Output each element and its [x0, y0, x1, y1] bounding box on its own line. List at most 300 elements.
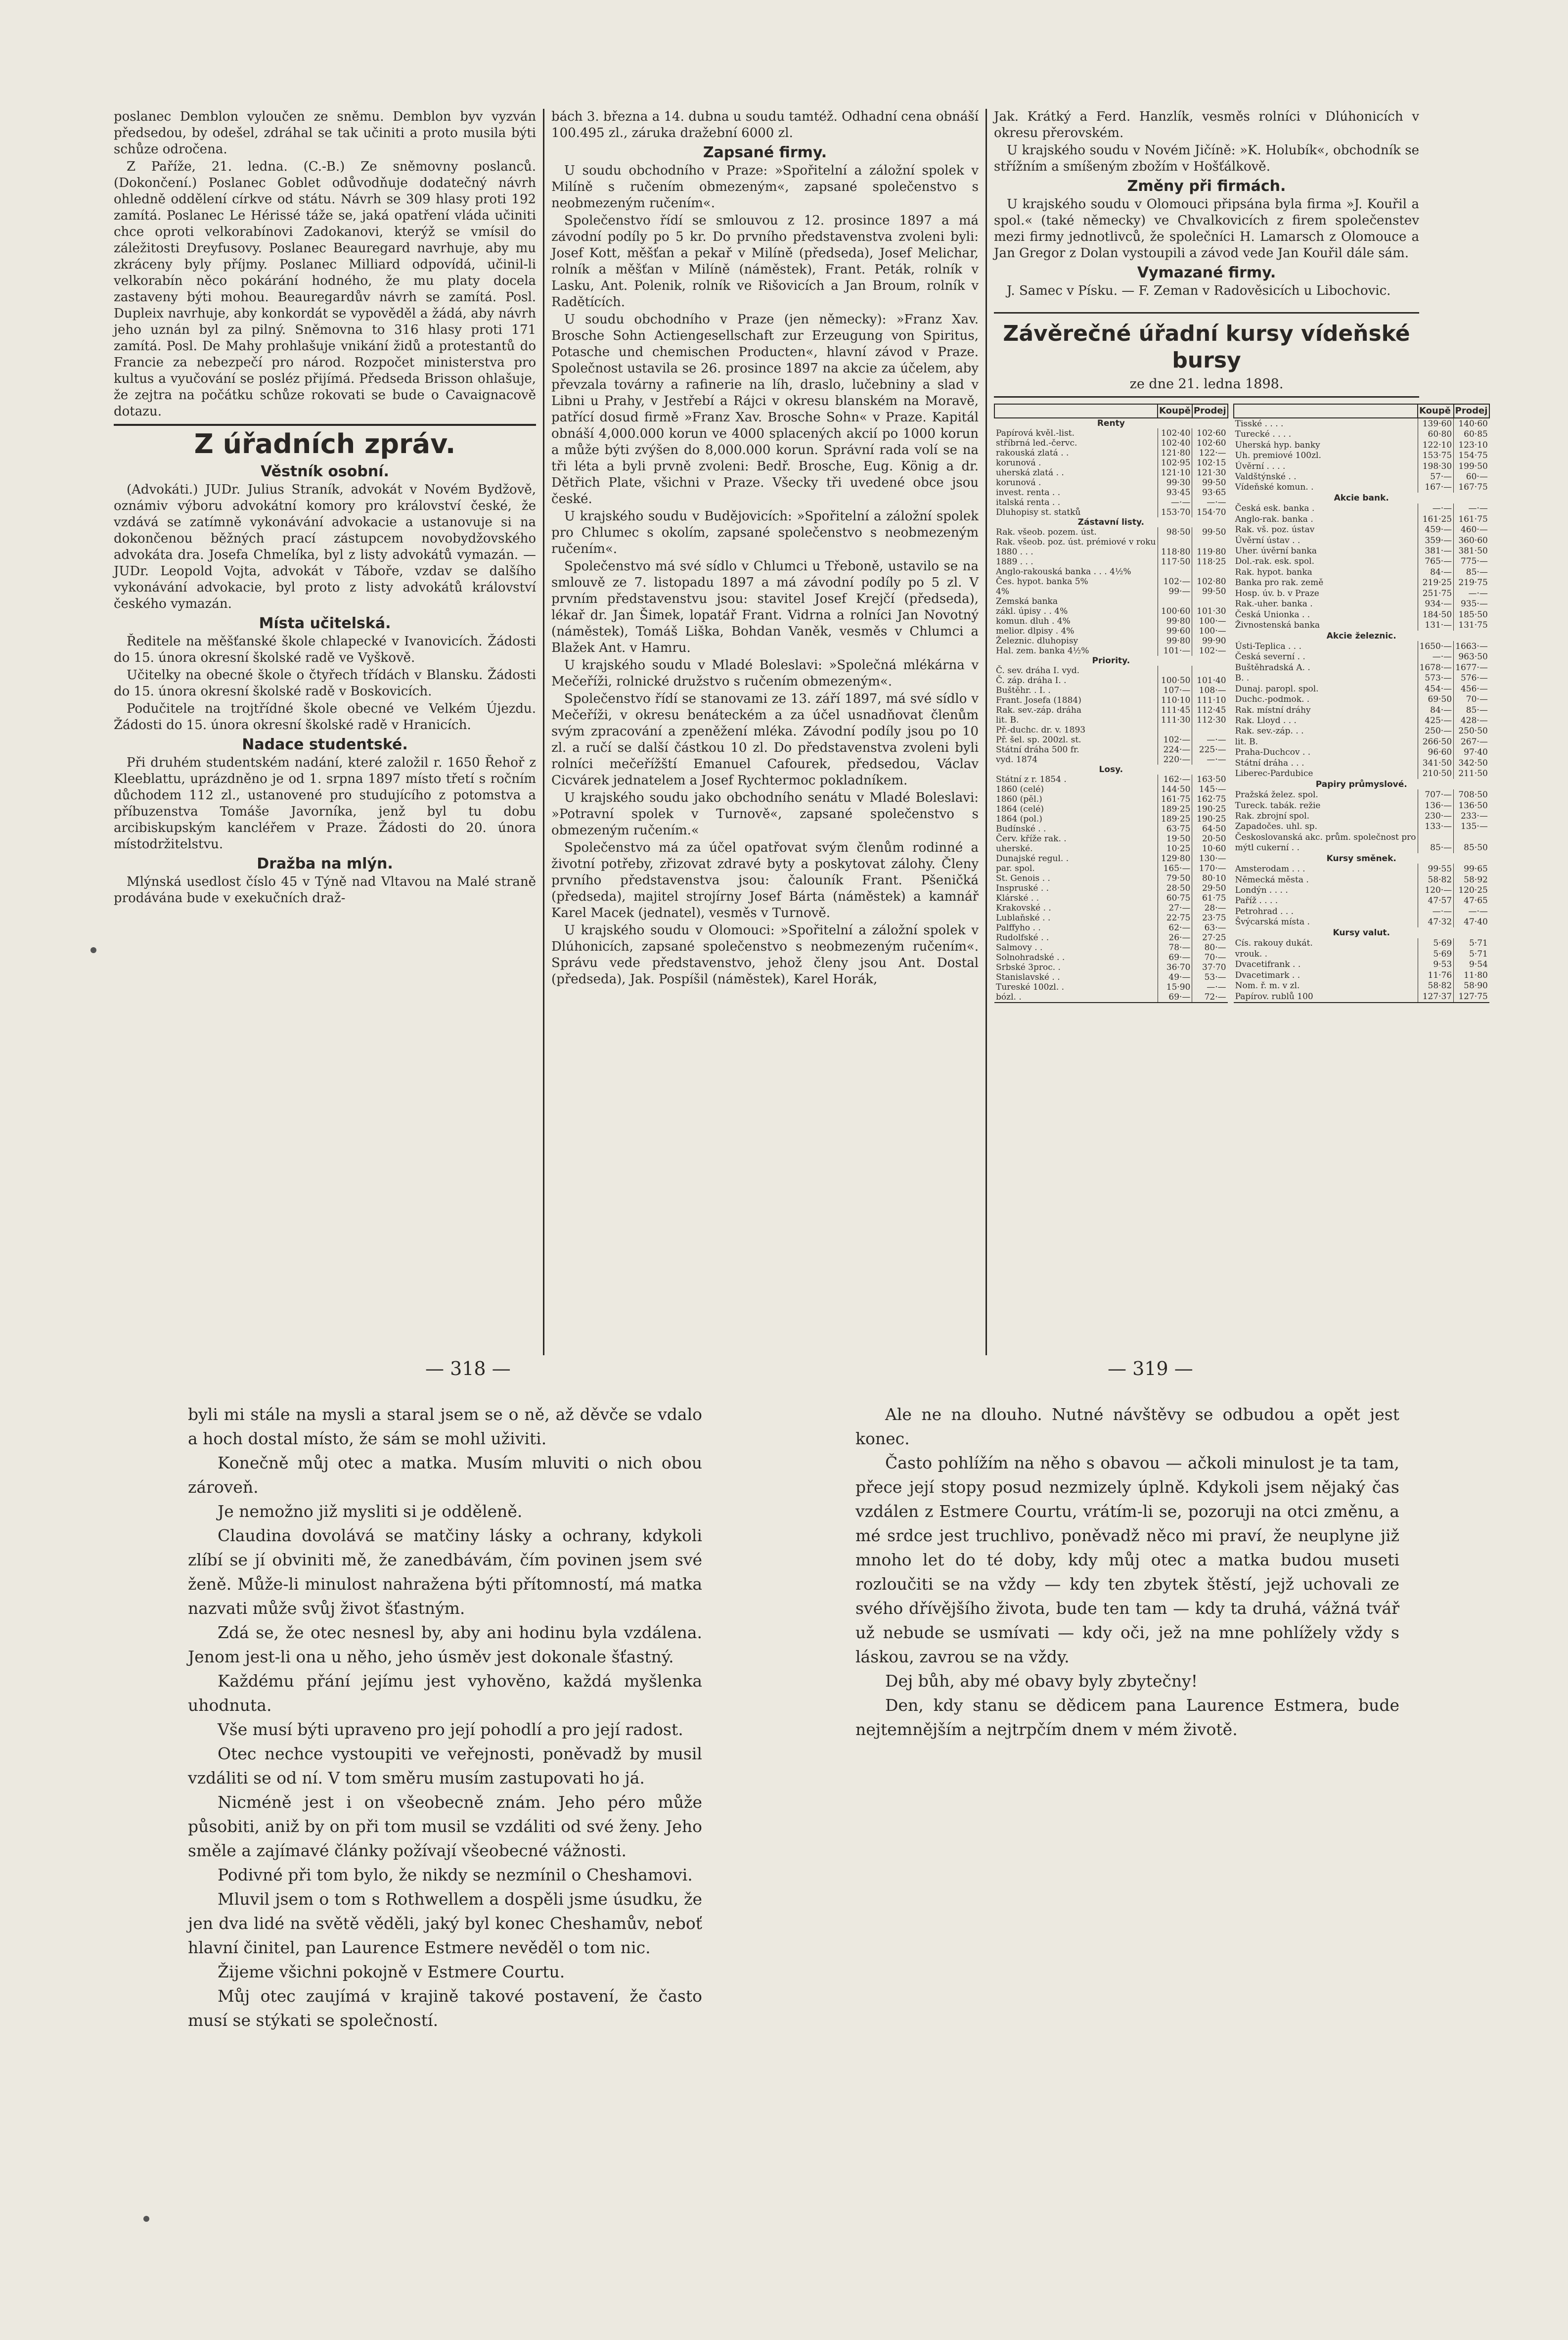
table-row	[1234, 578, 1489, 588]
table-row	[1234, 705, 1489, 715]
table-row	[1234, 567, 1489, 577]
table-row	[994, 656, 1228, 666]
security-name: Rak. Lloyd . . .	[1235, 716, 1297, 726]
sell-price: 120·25	[1454, 885, 1489, 895]
col3-intro	[994, 109, 1419, 175]
table-row	[994, 666, 1228, 676]
security-name: Rak. všeob. poz. úst. prémiové v roku	[996, 537, 1156, 547]
paragraph: Při druhém studentském nadání, které založil r. 1650 Řehoř z Kleeblattu, uprázdněno je od 1. srpna 1897 místo třetí s ročním důchodem 112 zl., ustanovené pro studujícího z potomstva a příbuzenstva Tomáše Javorníka, jenž byl tu dobu arcibiskupským kancléřem v Praze. Žádosti do 20. února místodržitelstvu.	[114, 755, 537, 852]
paragraph: Ale ne na dlouho. Nutné návštěvy se odbudou a opět jest konec.	[855, 1405, 1399, 1448]
buy-price: 10·25	[1158, 844, 1192, 854]
paragraph: Je nemožno již mysliti si je odděleně.	[218, 1502, 523, 1521]
table-row	[1234, 440, 1489, 450]
security-name: par. spol.	[996, 864, 1035, 873]
buy-price: 934·—	[1418, 599, 1454, 609]
security-name: Dunaj. paropl. spol.	[1235, 684, 1319, 694]
table-row	[1234, 504, 1489, 514]
firmy-heading: Zapsané firmy.	[703, 144, 827, 161]
security-name: Liberec-Pardubice	[1235, 769, 1313, 779]
buy-price: 459·—	[1418, 524, 1454, 535]
buy-price: 220·—	[1158, 755, 1192, 765]
sell-price: 118·25	[1192, 557, 1228, 567]
sell-price: 190·25	[1192, 814, 1228, 824]
sell-price: —·—	[1454, 588, 1489, 598]
table-row	[1234, 991, 1489, 1003]
sell-price: 70·—	[1454, 694, 1489, 704]
buy-price: 63·75	[1158, 824, 1192, 834]
buy-price: 101·—	[1158, 646, 1192, 656]
group-heading: Losy.	[1099, 765, 1123, 775]
buy-price: 15·90	[1158, 982, 1192, 992]
mista-heading: Místa učitelská.	[259, 615, 391, 632]
paragraph: Den, kdy stanu se dědicem pana Laurence Estmera, bude nejtemnějším a nejtrpčím dnem v mém životě.	[855, 1696, 1399, 1739]
buy-price: 224·—	[1158, 745, 1192, 755]
buy-price: 58·82	[1418, 874, 1454, 885]
table-row	[994, 864, 1228, 873]
buy-price: 189·25	[1158, 814, 1192, 824]
security-name: Budínské . .	[996, 824, 1046, 834]
security-name: Krakovské . .	[996, 903, 1051, 913]
security-name: Zapadočes. uhl. sp.	[1235, 822, 1317, 832]
security-name: Česká esk. banka .	[1235, 504, 1315, 514]
buy-price: 161·75	[1158, 794, 1192, 804]
table-row	[994, 982, 1228, 992]
buy-price: 167·—	[1418, 482, 1454, 493]
paragraph: Vše musí býti upraveno pro její pohodlí a pro její radost.	[218, 1720, 683, 1739]
table-row	[994, 725, 1228, 735]
kursy-title-box	[994, 312, 1419, 398]
security-name: Úvěrní ústav . .	[1235, 535, 1300, 546]
security-name: Státní z r. 1854 .	[996, 775, 1067, 784]
buy-price: 210·50	[1418, 769, 1454, 779]
security-name: Londýn . . . .	[1235, 885, 1288, 896]
security-name: Rak. místní dráhy	[1235, 705, 1311, 715]
table-row	[994, 972, 1228, 982]
security-name: Rak. sev.-záp. . .	[1235, 726, 1304, 736]
table-row	[994, 498, 1228, 507]
sell-price: 140·60	[1454, 418, 1489, 429]
sell-price: 23·75	[1192, 913, 1228, 923]
table-row	[994, 794, 1228, 804]
buy-price: 153·70	[1158, 507, 1192, 517]
table-row	[994, 587, 1228, 596]
sell-price: 154·70	[1192, 507, 1228, 517]
buy-price: 27·—	[1158, 903, 1192, 913]
security-name: Buštěhr. . I. .	[996, 686, 1051, 695]
buy-price: 102·95	[1158, 458, 1192, 468]
buy-price: 133·—	[1418, 822, 1454, 832]
buy-price: 47·57	[1418, 896, 1454, 906]
security-name: Anglo-rakouská banka . . . 4½%	[996, 567, 1131, 577]
sell-price: 47·40	[1454, 917, 1489, 927]
paragraph: Podivné při tom bylo, že nikdy se nezmínil o Cheshamovi.	[218, 1865, 693, 1884]
sell-price: —·—	[1192, 498, 1228, 507]
security-name: Rak. hypot. banka	[1235, 567, 1312, 577]
table-row	[1234, 811, 1489, 821]
table-row	[994, 804, 1228, 814]
paragraph: Konečně můj otec a matka. Musím mluviti o nich obou zároveň.	[188, 1453, 702, 1497]
table-header: Koupě	[1418, 404, 1454, 418]
security-name: 4%	[996, 587, 1009, 596]
book-page-left	[188, 1402, 702, 2032]
buy-price: 707·—	[1418, 789, 1454, 800]
buy-price: 19·50	[1158, 834, 1192, 844]
security-name: 1880 . . .	[996, 547, 1033, 557]
buy-price: 184·50	[1418, 609, 1454, 620]
security-name: Rak.-uher. banka .	[1235, 599, 1313, 609]
security-name: Dluhopisy st. statků	[996, 507, 1081, 517]
security-name: St. Genois . .	[996, 873, 1050, 883]
security-name: Tureck. tabák. režie	[1235, 800, 1321, 811]
buy-price: 69·—	[1158, 992, 1192, 1003]
table-row	[994, 854, 1228, 864]
sell-price: 162·75	[1192, 794, 1228, 804]
security-name: Státní dráha 500 fr.	[996, 745, 1079, 755]
sell-price: 135·—	[1454, 822, 1489, 832]
security-name: Solnohradské . .	[996, 953, 1065, 963]
table-row	[994, 626, 1228, 636]
table-row	[1234, 758, 1489, 768]
buy-price: 9·53	[1418, 959, 1454, 969]
security-name: Lublaňské . .	[996, 913, 1051, 923]
table-row	[1234, 917, 1489, 927]
table-row	[1234, 673, 1489, 684]
security-name: uherské.	[996, 844, 1033, 854]
sell-price: 130·—	[1192, 854, 1228, 864]
security-name: Dol.-rak. esk. spol.	[1235, 556, 1315, 567]
table-row	[994, 775, 1228, 784]
table-row	[1234, 927, 1489, 938]
security-name: Státní dráha . . .	[1235, 758, 1304, 768]
paragraph: Dej bůh, aby mé obavy byly zbytečny!	[885, 1671, 1198, 1691]
buy-price: 78·—	[1158, 943, 1192, 953]
table-row	[1234, 959, 1489, 969]
buy-price	[1418, 832, 1454, 842]
paragraph: U krajského soudu v Olomouci připsána byla firma »J. Kouřil a spol.« (také německy) ve Chvalkovicích z firem společenstev mezi firmy jednotlivců, že společníci H. Lamarsch z Olomouce a Jan Gregor z Dolan vystoupili a závod vede Jan Kouřil dále sám.	[994, 197, 1420, 261]
table-row	[994, 507, 1228, 517]
sell-price: 199·50	[1454, 461, 1489, 471]
sell-price: 53·—	[1192, 972, 1228, 982]
kursy-tables	[994, 404, 1488, 1003]
table-row	[994, 646, 1228, 656]
sell-price: 99·90	[1192, 636, 1228, 646]
security-name: Buštěhradská A. .	[1235, 662, 1310, 673]
buy-price: 341·50	[1418, 758, 1454, 768]
paragraph: U krajského soudu v Budějovicích: »Spořitelní a záložní spolek pro Chlumec s okolím, zapsané společenstvo s neobmezeným ručením«.	[551, 509, 979, 556]
paragraph: Společenstvo řídí se smlouvou z 12. prosince 1897 a má závodní podíly po 5 kr. Do prvního představenstva zvoleni byli: Josef Kott, měšťan a pekař v Milíně (předseda), Josef Melichar, rolník a měšťan v Milíně (náměstek), Frant. Peták, rolník v Lasku, Ant. Polenik, rolník ve Rišovicích a Jan Broum, rolník v Radětících.	[551, 213, 979, 310]
sell-price: 170·—	[1192, 864, 1228, 873]
sell-price: —·—	[1454, 504, 1489, 514]
table-row	[1234, 715, 1489, 726]
security-name: stříbrná led.-červc.	[996, 438, 1077, 448]
security-name: vrouk. .	[1235, 949, 1268, 959]
buy-price: 99·—	[1158, 587, 1192, 596]
buy-price	[1158, 567, 1192, 577]
buy-price: 250·—	[1418, 726, 1454, 736]
table-row	[1234, 524, 1489, 535]
security-name: Pražská želez. spol.	[1235, 790, 1318, 800]
sell-price: 11·80	[1454, 970, 1489, 980]
security-name: Rak. sev.-záp. dráha	[996, 705, 1081, 715]
security-name: Č. záp. dráha I. .	[996, 676, 1067, 686]
sell-price: 102·—	[1192, 646, 1228, 656]
security-name: Uherská hyp. banky	[1235, 440, 1320, 450]
sell-price: 576·—	[1454, 673, 1489, 684]
security-name: Př.-duchc. dr. v. 1893	[996, 725, 1086, 735]
security-name: Uher. úvěrní banka	[1235, 546, 1317, 556]
paragraph: bách 3. března a 14. dubna u soudu tamtéž. Odhadní cena obnáší 100.495 zl., záruka dražební 6000 zl.	[551, 109, 979, 140]
sell-price: —·—	[1192, 982, 1228, 992]
sell-price: 708·50	[1454, 789, 1489, 800]
security-name: Švýcarská místa .	[1235, 917, 1310, 927]
sell-price: —·—	[1192, 735, 1228, 745]
nadace-paras	[114, 755, 536, 853]
security-name: uherská zlatá . .	[996, 468, 1064, 478]
paragraph: U krajského soudu v Novém Jičíně: »K. Holubík«, obchodník se střížním a smíšeným zbožím v Hošťálkově.	[994, 143, 1420, 174]
paragraph: Společenstvo má za účel opatřovat svým členům rodinné a životní potřeby, zřizovat zdravé byty a poskytovat zálohy. Členy prvního představenstva jsou: čalouník Frant. Pšeničká (předseda), majitel strojírny Josef Bárta (náměstek) a kamnář Karel Macek (jednatel), vesměs v Turnově.	[551, 840, 979, 920]
table-row	[1234, 949, 1489, 959]
table-header: Prodej	[1454, 404, 1489, 418]
sell-price: 80·—	[1192, 943, 1228, 953]
newspaper-page	[114, 109, 1488, 1355]
table-row	[994, 893, 1228, 903]
buy-price: 47·32	[1418, 917, 1454, 927]
sell-price: 28·—	[1192, 903, 1228, 913]
section-title: Z úřadních zpráv.	[114, 424, 536, 460]
sell-price: 131·75	[1454, 620, 1489, 630]
buy-price: 165·—	[1158, 864, 1192, 873]
buy-price: 58·82	[1418, 980, 1454, 991]
sell-price: 29·50	[1192, 883, 1228, 893]
buy-price: 26·—	[1158, 933, 1192, 943]
paragraph: Společenstvo řídí se stanovami ze 13. září 1897, má své sídlo v Mečeříži, v okresu benáteckém a za účel usnadňovat členům svým zpracování a zpeněžení mléka. Závodní podíly jsou po 10 zl. a ručí se další částkou 10 zl. Do představenstva zvoleni byli rolníci mečeřížští Emanuel Cafourek, předsedou, Václav Cicvárek jednatelem a Josef Rychtermoc pokladníkem.	[551, 691, 979, 788]
paragraph: Mlýnská usedlost číslo 45 v Týně nad Vltavou na Malé straně prodávána bude v exekučních draž-	[114, 874, 537, 906]
sell-price: 27·25	[1192, 933, 1228, 943]
buy-price: 22·75	[1158, 913, 1192, 923]
buy-price: 118·80	[1158, 547, 1192, 557]
table-row	[994, 695, 1228, 705]
buy-price: 110·10	[1158, 695, 1192, 705]
sell-price: 20·50	[1192, 834, 1228, 844]
table-row	[1234, 429, 1489, 440]
vestnik-heading: Věstník osobní.	[261, 463, 389, 480]
paragraph: Můj otec zaujímá v krajině takové postavení, že často musí se stýkati se společností.	[188, 1986, 702, 2030]
buy-price	[1158, 537, 1192, 547]
table-row	[1234, 906, 1489, 917]
table-row	[994, 547, 1228, 557]
table-row	[1234, 418, 1489, 429]
table-row	[994, 963, 1228, 972]
sell-price	[1454, 832, 1489, 842]
buy-price: 102·—	[1158, 577, 1192, 587]
table-header	[1234, 404, 1418, 418]
security-name: Živnostenská banka	[1235, 620, 1320, 631]
firmy-paras	[551, 163, 979, 988]
sell-price: 63·—	[1192, 923, 1228, 933]
group-heading: Akcie bank.	[1334, 493, 1389, 503]
sell-price: 9·54	[1454, 959, 1489, 969]
sell-price: 190·25	[1192, 804, 1228, 814]
table-row	[1234, 599, 1489, 609]
buy-price: 69·50	[1418, 694, 1454, 704]
security-name: B. .	[1235, 673, 1250, 684]
table-row	[1234, 885, 1489, 895]
paragraph: Nicméně jest i on všeobecně znám. Jeho péro může působiti, aniž by on při tom musil se vzdáliti od své ženy. Jeho směle a zajímavé články požívají všeobecné vážnosti.	[188, 1792, 702, 1860]
buy-price: 62·—	[1158, 923, 1192, 933]
sell-price: 5·71	[1454, 949, 1489, 959]
table-row	[994, 992, 1228, 1003]
table-row	[994, 844, 1228, 854]
table-row	[1234, 779, 1489, 789]
table-row	[994, 458, 1228, 468]
buy-price: 122·10	[1418, 440, 1454, 450]
paragraph: U soudu obchodního v Praze: »Spořitelní a záložní spolek v Milíně s ručením obmezeným«, zapsané společenstvo s neobmezeným ručením«.	[551, 163, 979, 211]
sell-price: 102·60	[1192, 438, 1228, 448]
table-row	[994, 834, 1228, 844]
security-name: rakouská zlatá . .	[996, 448, 1069, 458]
sell-price: 122·—	[1192, 448, 1228, 458]
buy-price: 100·50	[1158, 676, 1192, 686]
column-2	[551, 109, 979, 1355]
sell-price: 60·—	[1454, 471, 1489, 482]
nadace-heading: Nadace studentské.	[242, 736, 408, 753]
table-row	[1234, 482, 1489, 493]
sell-price: 185·50	[1454, 609, 1489, 620]
table-row	[1234, 853, 1489, 864]
sell-price: 108·—	[1192, 686, 1228, 695]
buy-price: 111·45	[1158, 705, 1192, 715]
sell-price: 267·—	[1454, 736, 1489, 747]
security-name: 1864 (celé)	[996, 804, 1044, 814]
security-name: Dvacetifrank . .	[1235, 960, 1301, 970]
buy-price: 1678·—	[1418, 662, 1454, 673]
table-row	[994, 745, 1228, 755]
vymaz-heading: Vymazané firmy.	[1137, 264, 1276, 281]
paragraph: U krajského soudu jako obchodního senátu v Mladé Boleslavi: »Potravní spolek v Turnově«, zapsané společenstvo s obmezeným ručením.«	[551, 790, 979, 838]
buy-price: 57·—	[1418, 471, 1454, 482]
paragraph: Často pohlížím na něho s obavou — ačkoli minulost je ta tam, přece její stopy posud nezmizely úplně. Kdykoli jsem nějaký čas vzdálen z Estmere Courtu, vrátím-li se, pozoruji na otci změnu, a mé srdce jest truchlivo, poněvadž něco mi praví, že neuplyne již mnoho let do té doby, kdy můj otec a matka budou museti rozloučiti se na vždy — kdy ten zbytek štěstí, jejž uchovali ze svého dřívějšího života, bude ten tam — kdy ta druhá, vážná tvář už nebude se usmívati — kdy oči, jež na mne pohlížely vždy s láskou, zavrou se na vždy.	[855, 1453, 1399, 1666]
table-row	[1234, 641, 1489, 651]
security-name: Paříž . . . .	[1235, 896, 1278, 906]
security-name: Červ. kříže rak. .	[996, 834, 1067, 844]
table-row	[1234, 546, 1489, 556]
table-row	[1234, 694, 1489, 704]
buy-price: —·—	[1418, 504, 1454, 514]
table-row	[994, 517, 1228, 527]
security-name: melior. dlpisy . 4%	[996, 626, 1075, 636]
sell-price: 112·45	[1192, 705, 1228, 715]
security-name: Česká Unionka . .	[1235, 609, 1310, 620]
sell-price: 127·75	[1454, 991, 1489, 1003]
paragraph: Claudina dovolává se matčiny lásky a ochrany, kdykoli zlíbí se jí obviniti mě, že zanedbávám, čím povinen jsem své ženě. Může-li minulost nahražena býti přítomností, má matka nazvati může svůj život šťastným.	[188, 1526, 702, 1618]
sell-price: 99·50	[1192, 478, 1228, 488]
table-row	[994, 448, 1228, 458]
col2-intro	[551, 109, 979, 141]
security-name: Rak. zbrojní spol.	[1235, 811, 1310, 821]
table-row	[994, 765, 1228, 775]
sell-price: 935·—	[1454, 599, 1489, 609]
table-row	[1234, 769, 1489, 779]
table-row	[994, 883, 1228, 893]
sell-price: —·—	[1454, 906, 1489, 917]
buy-price: 161·25	[1418, 514, 1454, 524]
table-row	[994, 903, 1228, 913]
security-name: Dunajské regul. .	[996, 854, 1069, 864]
security-name: Úvěrní . . . .	[1235, 461, 1286, 471]
paragraph: (Advokáti.) JUDr. Julius Straník, advokát v Novém Bydžově, oznámiv výboru advokátní komory pro království české, že vzdává se zatímně vykonávání advokacie a ustanovuje si na dokončenou běžných prací zástupcem novobydžovského advokáta dra. Josefa Chmelíka, byl z listy advokátů vymazán. — JUDr. Leopold Vojta, advokát v Táboře, vzdav se dalšího vykonávání advokacie, byl proto z listy advokátů království českého vymazán.	[114, 482, 537, 611]
security-name: Duchc.-podmok. .	[1235, 694, 1310, 705]
table-row	[994, 577, 1228, 587]
table-row	[1234, 896, 1489, 906]
buy-price: 189·25	[1158, 804, 1192, 814]
security-name: Uh. premiové 100zl.	[1235, 451, 1321, 461]
buy-price: 99·30	[1158, 478, 1192, 488]
table-row	[994, 488, 1228, 498]
table-row	[994, 943, 1228, 953]
sell-price: 225·—	[1192, 745, 1228, 755]
sell-price: 121·30	[1192, 468, 1228, 478]
sell-price: 119·80	[1192, 547, 1228, 557]
paragraph: U krajského soudu v Mladé Boleslavi: »Společná mlékárna v Mečeříži, rolnické družstvo s ručením obmezeným«.	[551, 658, 979, 689]
table-row	[994, 705, 1228, 715]
sell-price: 112·30	[1192, 715, 1228, 725]
table-row	[994, 715, 1228, 725]
sell-price: 99·65	[1454, 864, 1489, 874]
security-name: Německá města .	[1235, 874, 1309, 885]
security-name: Frant. Josefa (1884)	[996, 695, 1081, 705]
buy-price	[1158, 725, 1192, 735]
paragraph: Společenstvo má své sídlo v Chlumci u Třeboně, ustavilo se na smlouvě ze 7. listopadu 1897 a má závodní podíly po 5 zl. V prvním představenstvu jsou: stavitel Josef Krejčí (předseda), lékař dr. Jan Šimek, lopatář Frant. Vidrna a rolníci Jan Novotný (náměstek), Tomáš Liška, Bohdan Vaněk, vesměs v Chlumci a Blažek Ant. v Hamru.	[551, 559, 979, 655]
paragraph: Podučitele na trojtřídné škole obecné ve Velkém Újezdu. Žádosti do 15. února okresní školské radě v Hranicích.	[114, 701, 537, 733]
sell-price: 111·10	[1192, 695, 1228, 705]
security-name: bózl. .	[996, 992, 1022, 1002]
security-name: Hosp. úv. b. v Praze	[1235, 588, 1319, 598]
sell-price: 80·10	[1192, 873, 1228, 883]
table-row	[994, 438, 1228, 448]
margin-mark	[143, 2216, 149, 2222]
sell-price: 102·15	[1192, 458, 1228, 468]
sell-price	[1192, 537, 1228, 547]
group-heading: Akcie železnic.	[1326, 631, 1396, 641]
security-name: Hal. zem. banka 4½%	[996, 646, 1089, 656]
sell-price: 219·75	[1454, 578, 1489, 588]
buy-price: 84·—	[1418, 705, 1454, 715]
sell-price: 428·—	[1454, 715, 1489, 726]
security-name: 1860 (pěl.)	[996, 794, 1042, 804]
security-name: Papírov. rublů 100	[1235, 991, 1313, 1002]
sell-price: 233·—	[1454, 811, 1489, 821]
zmeny-paras	[994, 196, 1419, 262]
paragraph: Každému přání jejímu jest vyhověno, každá myšlenka uhodnuta.	[188, 1671, 702, 1715]
table-row	[994, 686, 1228, 695]
sell-price: 123·10	[1454, 440, 1489, 450]
sell-price: 250·50	[1454, 726, 1489, 736]
table-row	[994, 933, 1228, 943]
table-row	[1234, 874, 1489, 885]
sell-price: 99·50	[1192, 587, 1228, 596]
table-row	[994, 418, 1228, 428]
table-row	[994, 537, 1228, 547]
security-name: 1860 (celé)	[996, 784, 1044, 794]
page-number-right: — 319 —	[1108, 1358, 1193, 1379]
buy-price: 99·60	[1158, 626, 1192, 636]
security-name: italská renta . .	[996, 498, 1061, 507]
book-page-right	[855, 1402, 1399, 1742]
sell-price: 58·90	[1454, 980, 1489, 991]
sell-price: 167·75	[1454, 482, 1489, 493]
buy-price: 121·10	[1158, 468, 1192, 478]
buy-price: 153·75	[1418, 450, 1454, 460]
